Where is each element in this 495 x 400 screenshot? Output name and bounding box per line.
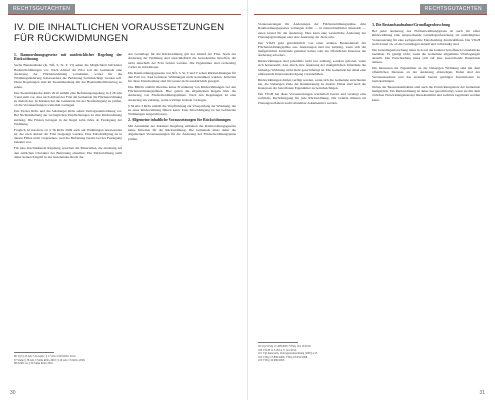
- footnote: 102 VfSlg 17.889/2006; VfSlg 18.654/2008.: [258, 355, 308, 359]
- left-column-1: [14, 52, 122, 161]
- paragraph: Das Tiroler ROG und das Salzburger ROG sehen Vertragsraumordnung vor. Bei Nichteinhaltung der vertraglichen Verpflichtungen ist eine Rückwidmung zulässig. Die Fristen betragen in der Regel zehn Jahre ab Festlegung der Widmung.: [14, 109, 122, 126]
- footnote: 103 VfSlg 16.986/2003.: [258, 359, 285, 362]
- right-column-1: [258, 22, 366, 106]
- section-heading: 2. Allgemeine inhaltliche Voraussetzungen für Rückwidmungen: [128, 117, 231, 122]
- footnote: 100 VfGH 11.3.2014, V 141/2013.: [258, 348, 297, 352]
- left-column-2: [128, 52, 236, 142]
- paragraph: Mit Ausnahme der Kärntner Regelung enthalten die Raumordnungsgesetze keine Kriterien für die Rückwidmung. Die Gemeinde muss daher die allgemeinen Voraussetzungen für die Änderung des Flächenwidmungsplans prüfen.: [128, 123, 236, 141]
- section-heading: 3. Die Bestandsaufnahme/Grundlagenforschung: [372, 23, 450, 27]
- paragraph: Neben der Bestandsaufnahme sind auch die Entwicklungsziele der Gemeinde maßgeblich. Ein Rückwidmung ist daher nur gerechtfertigt, wenn sie mit dem örtlichen Entwicklungskonzept übereinstimmt und sachlich begründet werden kann.: [372, 84, 480, 102]
- paragraph: Rückwidmungen dürfen verfügt werden, wenn sich die Gemeinde entschieden hat, die bisherigen Ziele der Raumplanung zu ändern. Dabei sind auch die Interessen der betroffenen Eigentümer zu berücksichtigen.: [258, 77, 366, 91]
- right-column-2: [372, 22, 480, 103]
- running-head: RECHTSGUTACHTEN: [8, 4, 75, 14]
- running-head-rule: [8, 14, 241, 15]
- paragraph: Der VfGH hat diese Voraussetzungen wiederholt betont und verlangt eine sachliche Rechtfertigung für jede Rückwidmung. Die Gründe müssen im Planungsverfahren nachvollziehbar dokumentiert werden.: [258, 92, 366, 105]
- paragraph: Fraglich ist insofern, ob § 36 ROG 2009 auch auf Widmungen anzuwenden ist, die nach Ablauf der Frist festgelegt wurden. Eine Entschädigung ist in diesen Fällen nicht vorgesehen, weil die Befristung bereits bei der Festlegung bekannt war.: [14, 127, 122, 145]
- paragraph: Die Raumordnungsgesetze von NÖ, S, St, T und V sehen Rückwidmungen für den Fall vor, dass befristete Widmungen nicht konsumiert wurden. Kriterien für diese Entscheidung sind im Gesetz nicht ausdrücklich geregelt.: [128, 70, 236, 84]
- paragraph: Das BROG enthält überdies keine Erwähnung von Rückwidmungen bei den Flächenwidmungsplänen. Hier gelten die allgemeinen Regeln über die Änderung von Flächenwidmungsplänen. Nach den Regelungen ist eine Änderung nur zulässig, wenn wichtige Gründe vorliegen.: [128, 84, 236, 102]
- page-number: 30: [10, 390, 16, 396]
- left-page: [0, 0, 247, 400]
- running-head: RECHTSGUTACHTEN: [420, 4, 487, 14]
- paragraph: Für eine abschließende Regelung sprechen die Materialien, die eindeutig auf den zeitlichen Charakter der Befristung abstellen. Die Rückwidmung stellt daher keinen Eingriff in ein bestehendes Recht dar.: [14, 146, 122, 159]
- section-heading: 1. Raumordnungsgesetze mit ausdrücklicher Regelung der Rückwidmung: [14, 53, 122, 62]
- paragraph: Als Grundlage für die Rückwidmung gilt der Ablauf der Frist. Nach der Änderung der Widmung sind ausschließlich die Grundstücke betroffen, die nicht innerhalb der Frist bebaut wurden. Die Eigentümer sind rechtzeitig vorher zu informieren.: [128, 52, 236, 69]
- footnote-rule: [14, 352, 54, 353]
- paragraph: Die Interessen der Eigentümer an der bisherigen Widmung sind mit dem öffentlichen Interesse an der Änderung abzuwägen. Dabei sind der Vertrauensschutz und das Ausmaß bereits getätigter Investitionen zu berücksichtigen.: [372, 66, 480, 83]
- footnote: 96 Vgl § 25 Abs 3 K-GplG; § 17 Abs 4 NÖ ROG 2014.: [14, 355, 77, 358]
- paragraph: Der VfGH geht grundsätzlich von einer strikten Bestandskraft der Flächenwidmungspläne aus. Änderungen sind nur zulässig, wenn sich die maßgeblichen Umstände geändert haben oder ein öffentliches Interesse die Änderung erfordert.: [258, 40, 366, 58]
- footnote-rule: [258, 342, 298, 343]
- footnote: 101 Vgl Kleewein, Vertragsraumordnung (2003) 215.: [258, 352, 318, 355]
- footnotes: [14, 355, 236, 366]
- footnotes: [258, 345, 480, 363]
- footnote: 98 ErlRV zu § 36 Stmk ROG 2010.: [14, 362, 54, 365]
- page-number: 31: [479, 390, 485, 396]
- right-page: [248, 0, 495, 400]
- paragraph: Rückwidmungen sind jedenfalls nicht nur zulässig, sondern geboten, wenn sich herausstellt, dass durch eine Änderung der maßgeblichen Umstände die bisherige Widmung nicht mehr gerechtfertigt ist. Die Gemeinde hat dabei eine umfassende Interessenabwägung vorzunehmen.: [258, 59, 366, 76]
- paragraph: Sechs Bundesländer (K, NÖ, S, St, T, Vl) sehen die Möglichkeit befristeter Baulandwidmungen vor. Nach Ablauf der Frist soll die Gemeinde eine Änderung der Flächenwidmung vornehmen, wobei für die Widmungsänderung insbesondere die Bebauung berücksichtigt werden soll. Diese Regelungen sind im Zusammenhang mit der Baulandmobilisierung zu sehen.: [14, 63, 122, 89]
- running-head-rule: [254, 14, 487, 15]
- paragraph: Bei jeder Änderung des Flächenwidmungsplans ist auch bei einer Rückwidmung eine entsprechende Grundlagenforschung als unabdingbare Voraussetzung für eine sachgerechte Entscheidung durchzuführen. Der VfGH stellt darauf ab, ob die Grundlagen aktuell und vollständig sind.: [372, 29, 480, 46]
- footnote: 99 Vgl VfSlg 17.468/2005; VfSlg 19.113/2010.: [258, 345, 312, 348]
- paragraph: Das Steiermärkische ROG 2010 enthält eine Befristungsregelung in § 26 Abs 3 und sieht vor, dass nach Ablauf der Frist die Gemeinde die Flächenwidmung zu ändern hat. In Kärnten hat die Gemeinde bei der Neufestlegung zu prüfen, ob die Voraussetzungen weiterhin vorliegen.: [14, 90, 122, 108]
- chapter-title: IV. DIE INHALTLICHEN VORAUSSETZUNGEN FÜR RÜCKWIDMUNGEN: [14, 22, 225, 44]
- paragraph: § 36 Abs 3 ROG enthält die Verpflichtung zur Überprüfung der Widmung, die zu einer Rückwidmung führen kann. Eine Entschädigung ist bei befristeten Widmungen ausgeschlossen.: [128, 103, 236, 117]
- paragraph: Die Grundlagenforschung muss sich auf die konkret betroffenen Grundstücke beziehen. Es genügt nicht, wenn die Gemeinde allgemeine Überlegungen anstellt. Die Entscheidung muss sich auf eine ausreichende Datenbasis stützen.: [372, 47, 480, 65]
- footnote: 97 Siehe § 36 Abs 3 Stmk ROG 2010; § 29 Abs 3 S ROG 2009.: [14, 358, 86, 362]
- paragraph: Voraussetzungen für Änderungen der Flächenwidmungspläne. Alle Raumordnungsgesetze verlangen dafür — in unterschiedlicher Intensität — einen Grund für die Änderung. Dies kann eine wesentliche Änderung der Planungsgrundlagen oder eine Änderung der Ziele sein.: [258, 22, 366, 39]
